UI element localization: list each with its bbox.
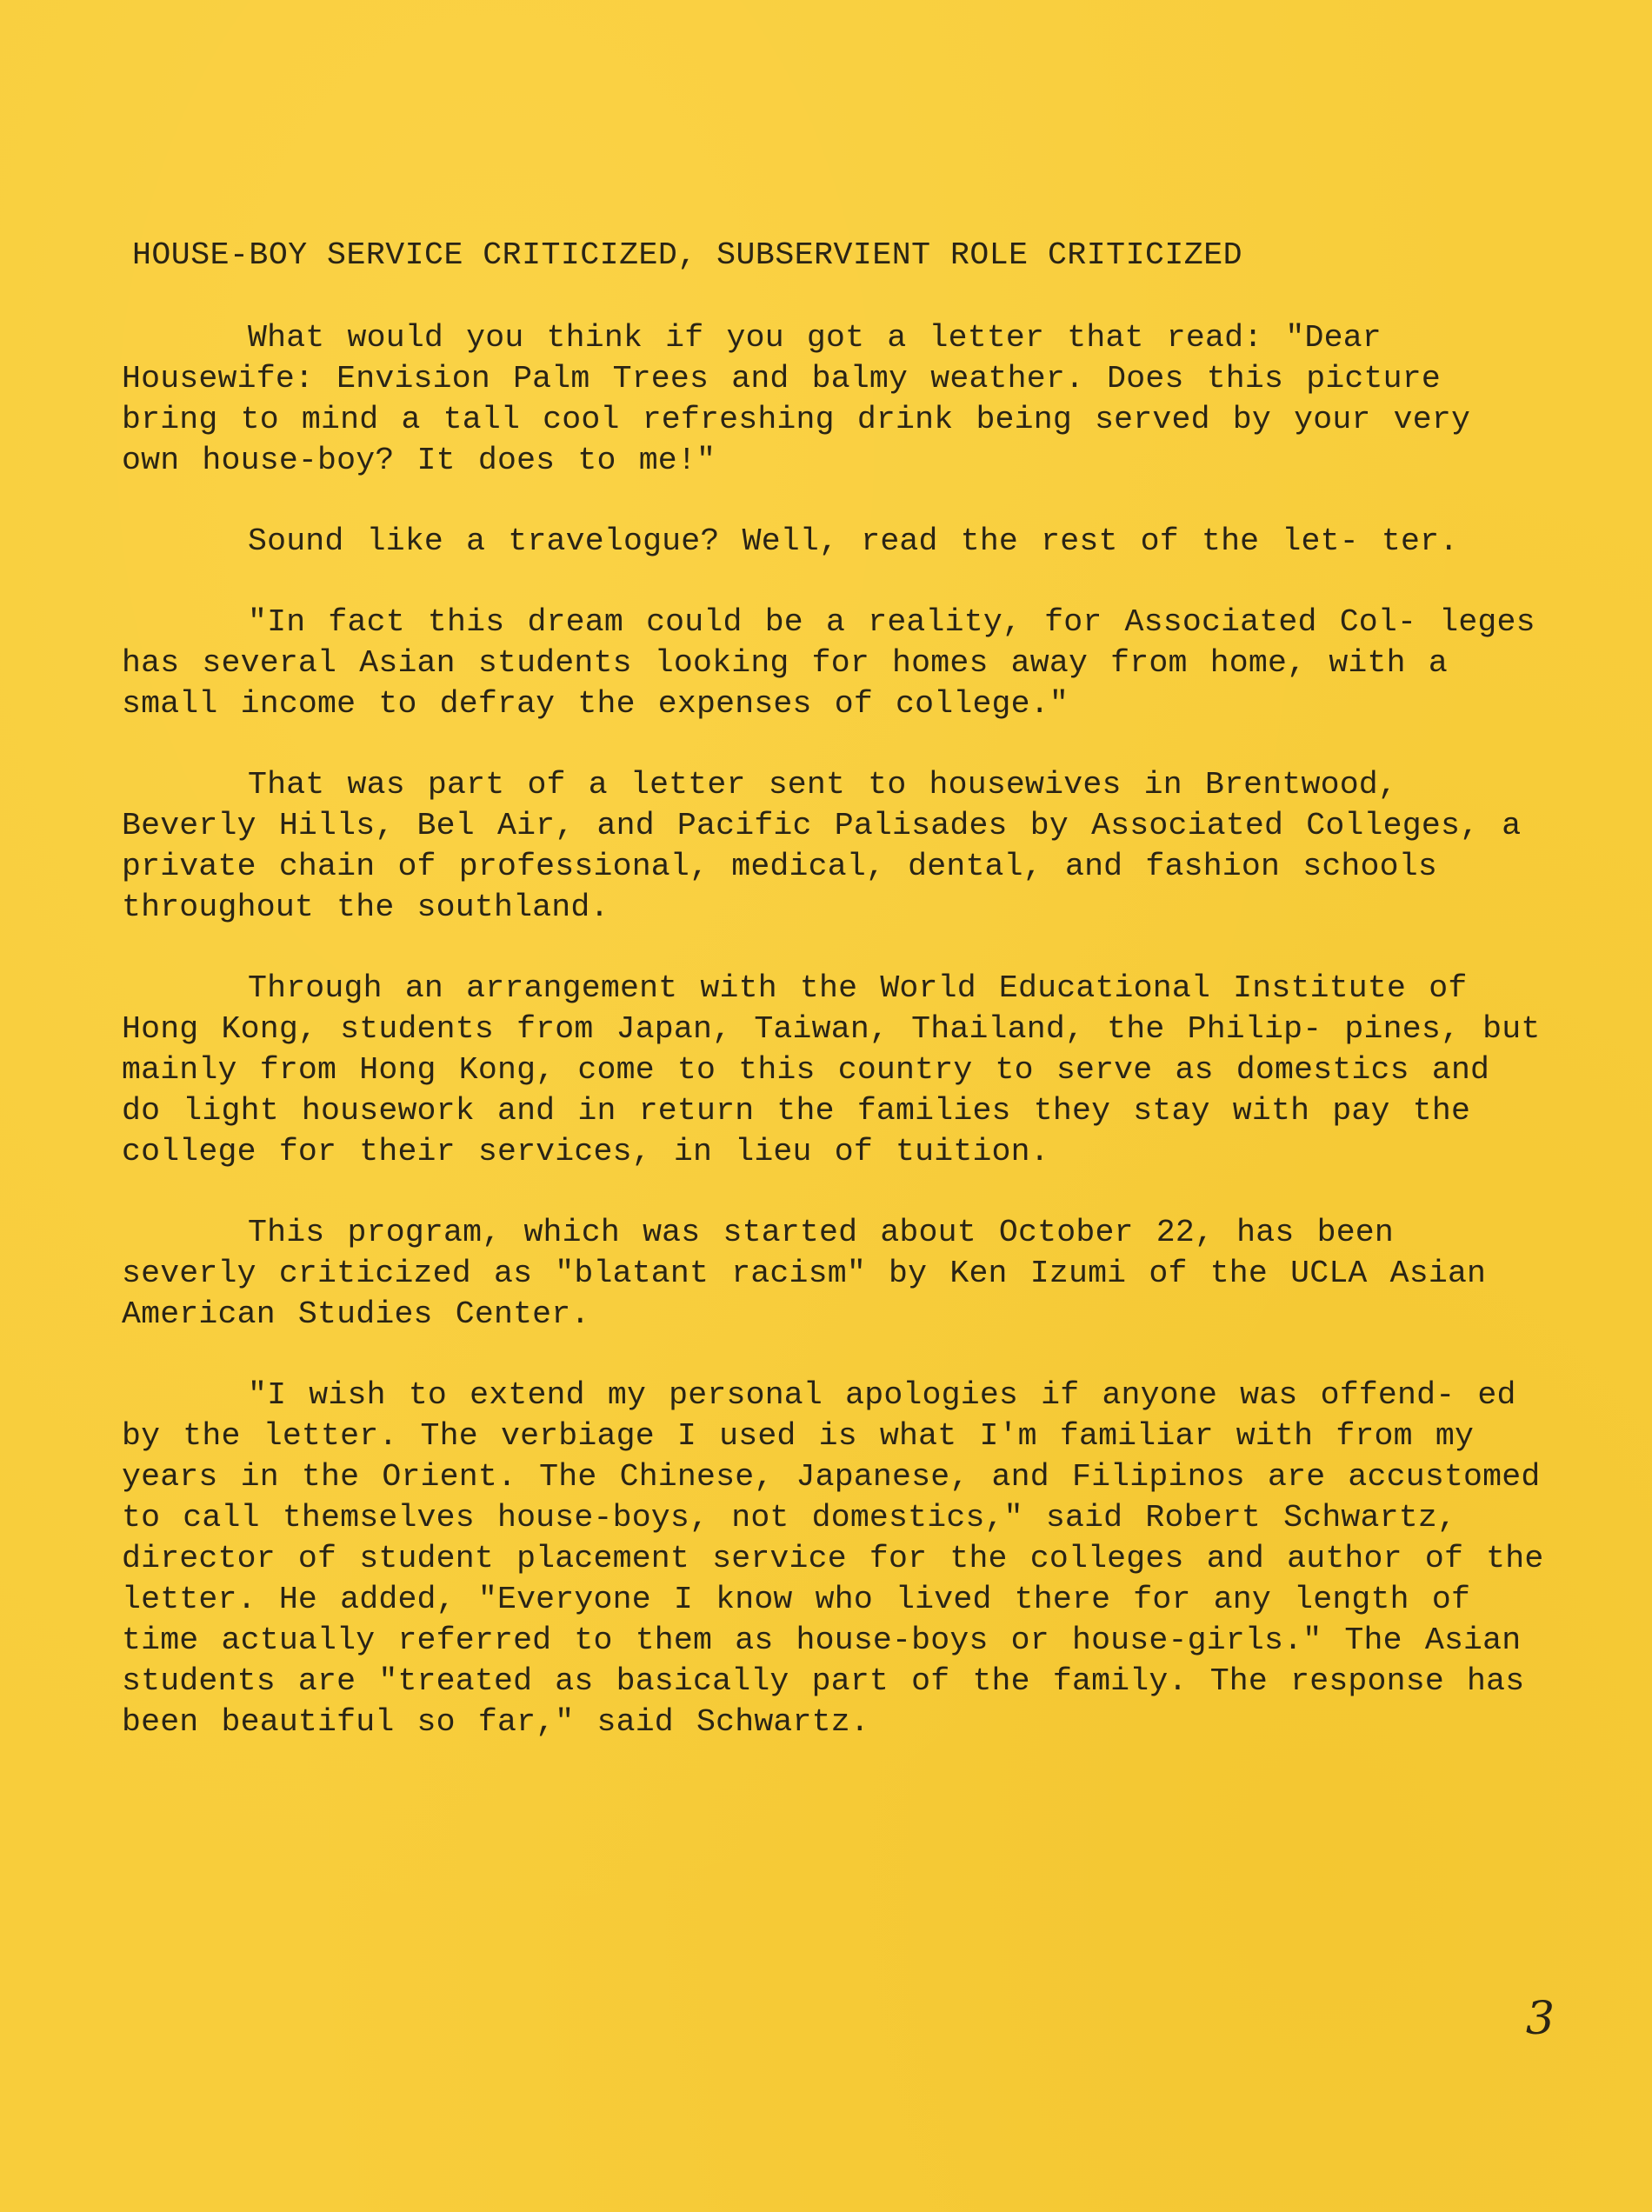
paragraph-1: What would you think if you got a letter that read: "Dear Housewife: Envision Palm Trees and balmy weather. Does this picture bring to mind a tall cool refreshing drink being served by your very own house-boy? It does to me!"	[122, 320, 1471, 478]
paragraph-6: This program, which was started about October 22, has been severly criticized as "blatant racism" by Ken Izumi of the UCLA Asian American Studies Center.	[122, 1215, 1487, 1332]
article-headline: HOUSE-BOY SERVICE CRITICIZED, SUBSERVIENT ROLE CRITICIZED	[132, 237, 1243, 273]
page-number: 3	[1525, 1993, 1555, 2045]
paragraph-3: "In fact this dream could be a reality, for Associated Col- leges has several Asian students looking for homes away from home, with a small income to defray the expenses of college."	[122, 604, 1535, 722]
paragraph-7: "I wish to extend my personal apologies if anyone was offend- ed by the letter. The verbiage I used is what I'm familiar with from my years in the Orient. The Chinese, Japanese, and Filipinos are accustomed to call themselves house-boys, not domestics," said Robert Schwartz, director of student placement service for the colleges and author of the letter. He added, "Everyone I know who lived there for any length of time actually referred to them as house-boys or house-girls." The Asian students are "treated as basically part of the family. The response has been beautiful so far," said Schwartz.	[122, 1377, 1544, 1740]
article-body	[122, 235, 1548, 1782]
paragraph-5: Through an arrangement with the World Educational Institute of Hong Kong, students from Japan, Taiwan, Thailand, the Philip- pines, but mainly from Hong Kong, come to this country to serve as domestics and do light housework and in return the families they stay with pay the college for their services, in lieu of tuition.	[122, 970, 1541, 1169]
paragraph-4: That was part of a letter sent to housewives in Brentwood, Beverly Hills, Bel Air, and Pacific Palisades by Associated Colleges, a private chain of professional, medical, dental, and fashion schools throughout the southland.	[122, 767, 1522, 925]
paragraph-2: Sound like a travelogue? Well, read the rest of the let- ter.	[248, 523, 1459, 559]
